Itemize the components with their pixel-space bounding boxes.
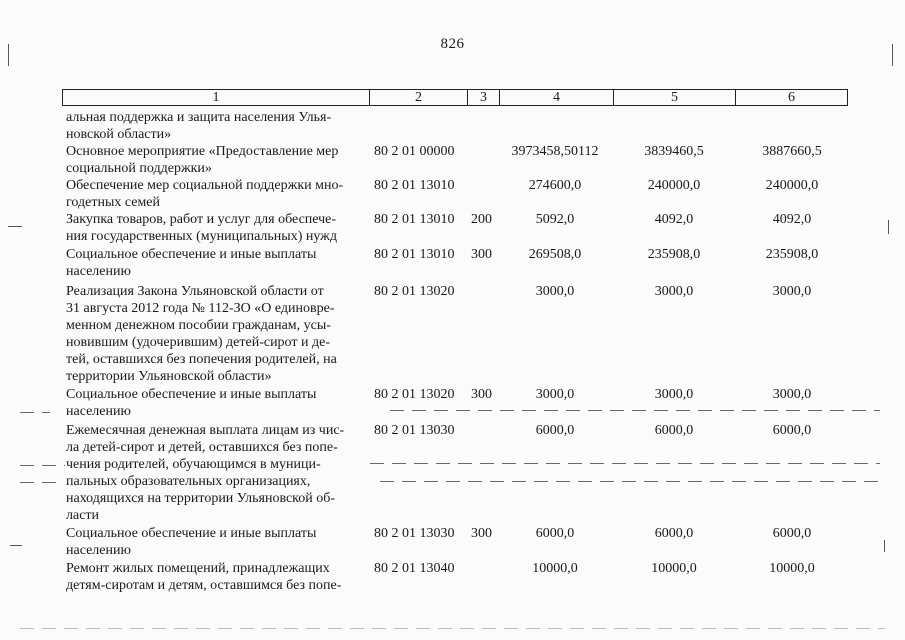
row-value-col6: 3000,0 xyxy=(772,284,812,299)
header-col-2: 2 xyxy=(370,90,468,105)
row-name-line: Социальное обеспечение и иные выплаты xyxy=(66,526,317,541)
row-name-line: ла детей-сирот и детей, оставшихся без попе- xyxy=(66,440,338,455)
row-value-col4: 3000,0 xyxy=(535,387,575,402)
row-name-line: чения родителей, обучающимся в муници- xyxy=(66,457,321,472)
row-name xyxy=(66,560,362,594)
row-code: 80 2 01 13020 xyxy=(374,284,455,299)
scan-mark xyxy=(8,226,22,227)
row-name-line: пальных образовательных организациях, xyxy=(66,474,311,489)
row-name-line: территории Ульяновской области» xyxy=(66,369,272,384)
row-value-col4: 274600,0 xyxy=(528,178,582,193)
row-value-col4: 3000,0 xyxy=(535,284,575,299)
row-value-col5: 6000,0 xyxy=(654,423,694,438)
row-value-col6: 4092,0 xyxy=(772,212,812,227)
scan-streak xyxy=(390,410,880,411)
row-name-line: Закупка товаров, работ и услуг для обеспече- xyxy=(66,212,337,227)
row-name-line: ласти xyxy=(66,508,100,523)
row-value-col4: 5092,0 xyxy=(535,212,575,227)
row-value-col6: 6000,0 xyxy=(772,526,812,541)
row-name-line: альная поддержка и защита населения Улья- xyxy=(66,110,332,125)
row-name-line: Социальное обеспечение и иные выплаты xyxy=(66,387,317,402)
row-name xyxy=(66,211,362,245)
row-value-col6: 3000,0 xyxy=(772,387,812,402)
row-name-line: Социальное обеспечение и иные выплаты xyxy=(66,247,317,262)
row-name xyxy=(66,177,362,211)
row-value-col5: 6000,0 xyxy=(654,526,694,541)
row-value-col5: 3839460,5 xyxy=(644,144,704,159)
row-code: 80 2 01 13010 xyxy=(374,212,455,227)
row-value-col4: 3973458,50112 xyxy=(511,144,599,159)
row-name-line: социальной поддержки» xyxy=(66,161,212,176)
scan-streak xyxy=(370,463,880,464)
row-name-line: Ремонт жилых помещений, принадлежащих xyxy=(66,561,330,576)
row-value-col5: 3000,0 xyxy=(654,284,694,299)
row-name xyxy=(66,525,362,559)
row-kvr: 300 xyxy=(471,526,492,541)
row-name-line: тей, оставшихся без попечения родителей, на xyxy=(66,352,337,367)
header-col-5: 5 xyxy=(614,90,736,105)
row-value-col6: 240000,0 xyxy=(765,178,819,193)
scan-streak xyxy=(20,628,885,629)
row-name-line: Обеспечение мер социальной поддержки мно- xyxy=(66,178,344,193)
row-name-line: новившим (удочерившим) детей-сирот и де- xyxy=(66,335,330,350)
row-value-col5: 3000,0 xyxy=(654,387,694,402)
row-code: 80 2 01 13010 xyxy=(374,247,455,262)
row-name xyxy=(66,246,362,280)
row-name-line: детям-сиротам и детям, оставшимся без попе- xyxy=(66,578,342,593)
row-code: 80 2 01 13010 xyxy=(374,178,455,193)
row-name-line: годетных семей xyxy=(66,195,161,210)
row-value-col6: 6000,0 xyxy=(772,423,812,438)
row-kvr: 300 xyxy=(471,387,492,402)
row-value-col5: 240000,0 xyxy=(647,178,701,193)
row-name-line: новской области» xyxy=(66,127,172,142)
row-name-line: населению xyxy=(66,543,131,558)
row-name xyxy=(66,109,362,143)
row-name xyxy=(66,283,362,385)
header-col-4: 4 xyxy=(500,90,614,105)
scan-streak xyxy=(20,465,65,466)
scan-streak xyxy=(380,481,880,482)
row-value-col4: 10000,0 xyxy=(532,561,578,576)
row-code: 80 2 01 13020 xyxy=(374,387,455,402)
row-value-col4: 269508,0 xyxy=(528,247,582,262)
row-name-line: находящихся на территории Ульяновской об- xyxy=(66,491,336,506)
scan-mark xyxy=(10,545,22,546)
header-col-3: 3 xyxy=(468,90,500,105)
row-value-col5: 4092,0 xyxy=(654,212,694,227)
scan-streak xyxy=(20,482,60,483)
row-code: 80 2 01 13040 xyxy=(374,561,455,576)
row-value-col6: 235908,0 xyxy=(765,247,819,262)
row-value-col6: 10000,0 xyxy=(769,561,815,576)
row-code: 80 2 01 13030 xyxy=(374,526,455,541)
row-value-col4: 6000,0 xyxy=(535,423,575,438)
row-name xyxy=(66,143,362,177)
row-value-col6: 3887660,5 xyxy=(762,144,822,159)
scan-mark xyxy=(8,44,9,66)
row-value-col5: 235908,0 xyxy=(647,247,701,262)
row-name-line: Реализация Закона Ульяновской области от xyxy=(66,284,324,299)
row-value-col5: 10000,0 xyxy=(651,561,697,576)
row-name-line: Основное мероприятие «Предоставление мер xyxy=(66,144,339,159)
row-name-line: ния государственных (муниципальных) нужд xyxy=(66,229,337,244)
scan-mark xyxy=(884,540,885,552)
row-kvr: 300 xyxy=(471,247,492,262)
row-value-col4: 6000,0 xyxy=(535,526,575,541)
page-number: 826 xyxy=(440,36,465,52)
header-col-1: 1 xyxy=(63,90,370,105)
row-name xyxy=(66,386,362,420)
table-header-row xyxy=(62,89,848,106)
scan-streak xyxy=(20,412,50,413)
row-name-line: населению xyxy=(66,264,131,279)
scan-mark xyxy=(892,44,893,66)
scan-mark xyxy=(888,220,889,234)
row-kvr: 200 xyxy=(471,212,492,227)
row-name xyxy=(66,422,362,524)
header-col-6: 6 xyxy=(788,90,795,105)
row-name-line: 31 августа 2012 года № 112-ЗО «О единовре- xyxy=(66,301,335,316)
row-code: 80 2 01 00000 xyxy=(374,144,455,159)
row-name-line: менном денежном пособии гражданам, усы- xyxy=(66,318,331,333)
row-code: 80 2 01 13030 xyxy=(374,423,455,438)
row-name-line: населению xyxy=(66,404,131,419)
row-name-line: Ежемесячная денежная выплата лицам из чис- xyxy=(66,423,345,438)
